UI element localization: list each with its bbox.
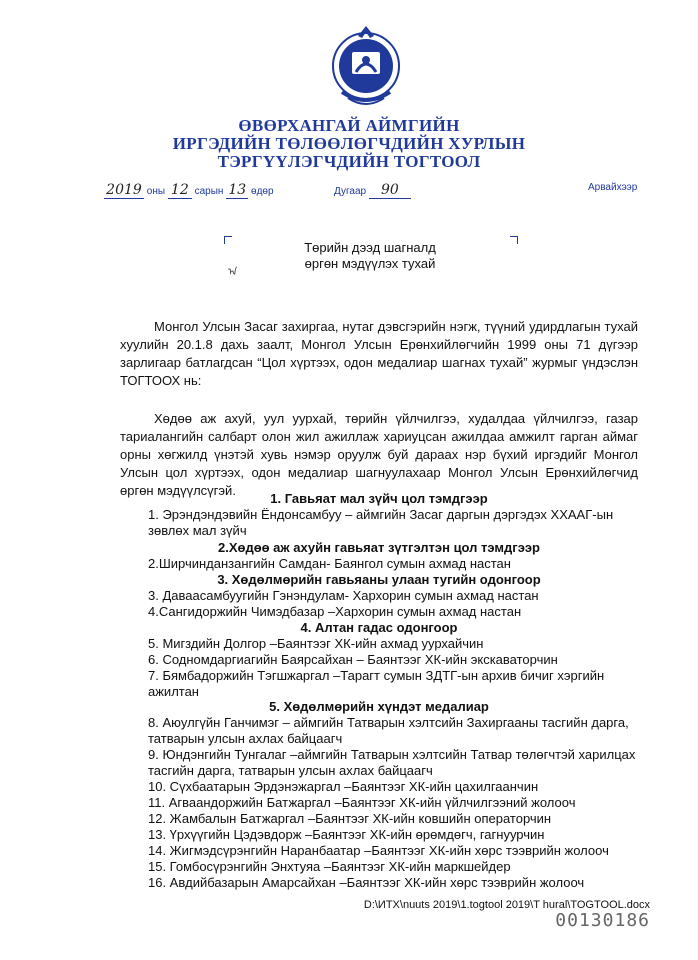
- serial-number-stamp: 00130186: [555, 910, 650, 931]
- number-value: 90: [369, 182, 411, 199]
- header-line-1: ӨВӨРХАНГАЙ АЙМГИЙН: [238, 116, 460, 135]
- number-label: Дугаар: [334, 186, 367, 197]
- number-field: [334, 182, 411, 199]
- list-item-1: 1. Эрэндэндэвийн Ёндонсамбуу – аймгийн Засаг даргын дэргэдэх ХХААГ-ын зөвлөх мал зүйч: [148, 507, 614, 538]
- list-item-11: 11. Агваандоржийн Батжаргал –Баянтээг ХК-ийн үйлчилгээний жолооч: [148, 795, 576, 810]
- section-heading-4: 4. Алтан гадас одонгоор: [300, 620, 458, 635]
- state-emblem-icon: [330, 22, 402, 110]
- header-line-2: ИРГЭДИЙН ТӨЛӨӨЛӨГЧДИЙН ХУРЛЫН: [172, 134, 526, 153]
- date-year: 2019: [104, 182, 144, 199]
- resolution-paragraph: Хөдөө аж ахуй, уул уурхай, төрийн үйлчилгээ, худалдаа үйлчилгээ, газар тариалангийн салбарт олон жил ажиллаж хариуцсан ажилдаа амжилт гарган аймаг орны хөгжилд үнэтэй хувь нэмэр оруулж буй дараах нэр бүхий иргэдийг Монгол Улсын цол хүртээх, одон медалиар шагнуулахаар Монгол Улсын Ерөнхийлөгчид өргөн мэдүүлсүгэй.: [120, 411, 638, 498]
- section-heading-3: 3. Хөдөлмөрийн гавьяаны улаан тугийн одонгоор: [217, 572, 541, 587]
- list-item-14: 14. Жигмэдсүрэнгийн Наранбаатар –Баянтээг ХК-ийн хөрс тээврийн жолооч: [148, 843, 609, 858]
- date-day: 13: [226, 182, 248, 199]
- list-item-9: 9. Юндэнгийн Тунгалаг –аймгийн Татварын хэлтсийн Татвар төлөгчтэй харилцах тасгийн дарга, татварын улсын ахлах байцаагч: [148, 747, 636, 778]
- list-item-4: 4.Сангидоржийн Чимэдбазар –Хархорин сумын ахмад настан: [148, 604, 522, 619]
- file-path-footer: D:\ИТХ\nuuts 2019\1.togtool 2019\T hural\TOGTOOL.docx: [363, 899, 650, 911]
- section-heading-1: 1. Гавьяат мал зүйч цол тэмдгээр: [270, 491, 488, 506]
- date-month: 12: [168, 182, 192, 199]
- place-name: Арвайхээр: [588, 182, 638, 193]
- date-month-suffix: сарын: [194, 186, 224, 197]
- margin-mark: ᠠ: [228, 267, 238, 278]
- list-item-7: 7. Бямбадоржийн Тэгшжаргал –Тарагт сумын ЗДТГ-ын архив бичиг хэргийн ажилтан: [148, 668, 605, 699]
- list-item-12: 12. Жамбалын Батжаргал –Баянтээг ХК-ийн ковшийн операторчин: [148, 811, 552, 826]
- preamble-paragraph: Монгол Улсын Засаг захиргаа, нутаг дэвсгэрийн нэгж, түүний удирдлагын тухай хуулийн 20.1.8 дахь заалт, Монгол Улсын Ерөнхийлөгчийн 1999 оны 71 дүгээр зарлигаар батлагдсан “Цол хүртээх, одон медалиар шагнах тухай” журмыг үндэслэн ТОГТООХ нь:: [120, 319, 638, 388]
- section-heading-2: 2.Хөдөө аж ахуйн гавьяат зүтгэлтэн цол тэмдгээр: [217, 540, 541, 555]
- list-item-10: 10. Сүхбаатарын Эрдэнэжаргал –Баянтээг ХК-ийн цахилгаанчин: [148, 779, 539, 794]
- date-day-suffix: өдөр: [251, 186, 274, 197]
- date-year-suffix: оны: [146, 186, 166, 197]
- section-heading-5: 5. Хөдөлмөрийн хүндэт медалиар: [269, 699, 489, 714]
- list-item-13: 13. Үрхүүгийн Цэдэвдорж –Баянтээг ХК-ийн өрөмдөгч, гагнуурчин: [148, 827, 545, 842]
- date-field: [104, 182, 274, 199]
- list-item-16: 16. Авдийбазарын Амарсайхан –Баянтээг ХК-ийн хөрс тээврийн жолооч: [148, 875, 585, 890]
- list-item-3: 3. Даваасамбуугийн Гэнэндулам- Хархорин сумын ахмад настан: [148, 588, 539, 603]
- list-item-15: 15. Гомбосүрэнгийн Энхтуяа –Баянтээг ХК-ийн маркшейдер: [148, 859, 511, 874]
- header-line-3: ТЭРГҮҮЛЭГЧДИЙН ТОГТООЛ: [217, 152, 481, 171]
- subject-line-2: өргөн мэдүүлэх тухай: [304, 256, 436, 271]
- list-item-6: 6. Содномдаргиагийн Баярсайхан – Баянтээг ХК-ийн экскаваторчин: [148, 652, 558, 667]
- list-item-2: 2.Ширчинданзангийн Самдан- Баянгол сумын ахмад настан: [148, 556, 511, 571]
- list-item-8: 8. Аюулгүйн Ганчимэг – аймгийн Татварын хэлтсийн Захиргааны тасгийн дарга, татварын улсын ахлах байцаагч: [148, 715, 629, 746]
- subject-line-1: Төрийн дээд шагналд: [304, 240, 436, 255]
- list-item-5: 5. Мигздийн Долгор –Баянтээг ХК-ийн ахмад уурхайчин: [148, 636, 484, 651]
